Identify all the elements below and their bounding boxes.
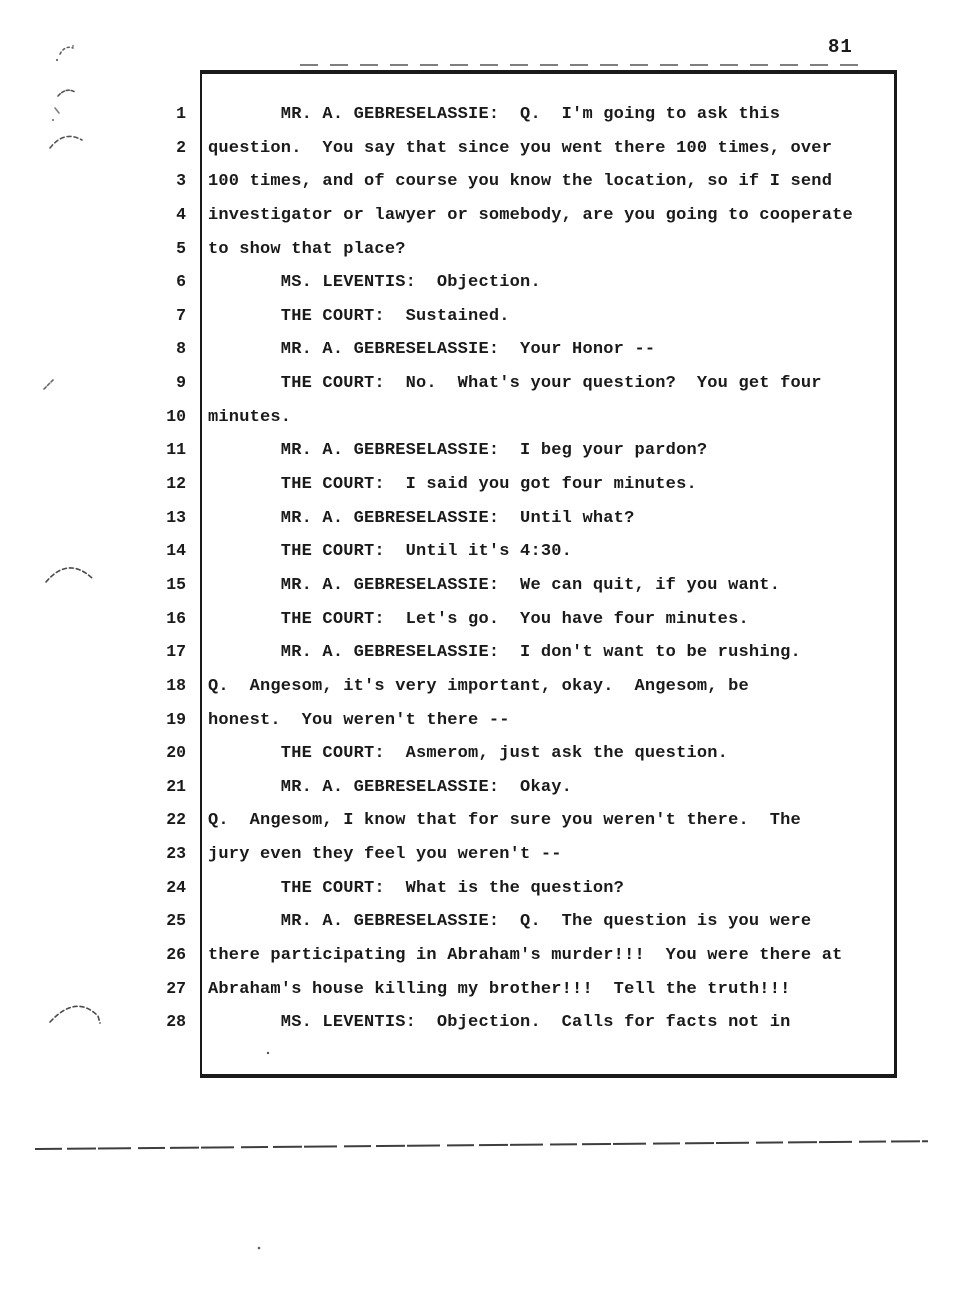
scan-speckle-mark [60, 47, 73, 54]
transcript-line [158, 837, 918, 871]
line-number: 7 [176, 305, 186, 325]
line-number: 15 [166, 574, 186, 594]
transcript-line [158, 1005, 918, 1039]
scan-speckle-dot [52, 119, 54, 121]
line-number: 11 [166, 440, 186, 460]
line-number: 5 [176, 238, 186, 258]
line-text: THE COURT: Let's go. You have four minutes. [208, 609, 749, 629]
line-text: minutes. [208, 407, 292, 427]
line-text: there participating in Abraham's murder!!! You were there at [208, 946, 843, 966]
line-number: 9 [176, 373, 186, 393]
transcript-line [158, 938, 918, 972]
transcript-line [158, 131, 918, 165]
scan-speckle-mark [55, 108, 59, 113]
transcript-line [158, 400, 918, 434]
line-text: MR. A. GEBRESELASSIE: I don't want to be rushing. [208, 643, 801, 663]
scan-speckle-dot [72, 45, 74, 47]
scan-slash-artifact [44, 380, 53, 389]
transcript-line [158, 467, 918, 501]
line-text: Q. Angesom, I know that for sure you weren't there. The [208, 811, 801, 831]
line-number: 10 [166, 406, 186, 426]
transcript-line [158, 703, 918, 737]
line-number: 13 [166, 507, 186, 527]
line-number: 18 [166, 675, 186, 695]
line-number: 17 [166, 642, 186, 662]
line-number: 12 [166, 474, 186, 494]
line-number: 23 [166, 844, 186, 864]
scan-curl-artifact [50, 136, 82, 148]
line-text: MS. LEVENTIS: Objection. [208, 273, 541, 293]
line-number: 27 [166, 978, 186, 998]
transcript-line [158, 669, 918, 703]
scan-speckle-dot [56, 59, 58, 61]
transcript-line [158, 736, 918, 770]
transcript-line [158, 501, 918, 535]
line-text: honest. You weren't there -- [208, 710, 510, 730]
line-text: investigator or lawyer or somebody, are you going to cooperate [208, 205, 853, 225]
transcript-line [158, 198, 918, 232]
scan-arc-artifact [46, 568, 92, 582]
line-text: THE COURT: Until it's 4:30. [208, 542, 573, 562]
transcript-line [158, 299, 918, 333]
line-number: 28 [166, 1012, 186, 1032]
line-text: MR. A. GEBRESELASSIE: Your Honor -- [208, 340, 656, 360]
line-number: 22 [166, 810, 186, 830]
line-number: 25 [166, 911, 186, 931]
line-text: THE COURT: I said you got four minutes. [208, 475, 697, 495]
line-text: MR. A. GEBRESELASSIE: Q. The question is you were [208, 912, 812, 932]
line-text: 100 times, and of course you know the location, so if I send [208, 172, 833, 192]
transcript-line [158, 635, 918, 669]
line-text: MR. A. GEBRESELASSIE: We can quit, if you want. [208, 575, 781, 595]
transcript-line [158, 871, 918, 905]
line-text: THE COURT: What is the question? [208, 878, 625, 898]
line-text: THE COURT: Sustained. [208, 306, 510, 326]
line-text: Q. Angesom, it's very important, okay. Angesom, be [208, 676, 749, 696]
line-number: 14 [166, 541, 186, 561]
line-number: 1 [176, 104, 186, 123]
line-number: 6 [176, 272, 186, 292]
line-number: 24 [166, 877, 186, 897]
transcript-line [158, 164, 918, 198]
scan-border-echo [300, 64, 860, 66]
line-text: THE COURT: Asmerom, just ask the question. [208, 744, 729, 764]
line-number: 3 [176, 171, 186, 191]
line-text: MR. A. GEBRESELASSIE: Q. I'm going to ask this [208, 105, 781, 124]
scan-speckle-mark [58, 90, 75, 96]
line-number: 2 [176, 137, 186, 157]
line-text: question. You say that since you went there 100 times, over [208, 138, 833, 158]
line-number: 8 [176, 339, 186, 359]
line-number: 4 [176, 204, 186, 224]
line-text: MR. A. GEBRESELASSIE: I beg your pardon? [208, 441, 708, 461]
transcript-line [158, 770, 918, 804]
transcript-line [158, 232, 918, 266]
line-text: MR. A. GEBRESELASSIE: Okay. [208, 777, 573, 797]
line-text: THE COURT: No. What's your question? You get four [208, 374, 822, 394]
line-text: jury even they feel you weren't -- [208, 845, 562, 865]
transcript-line [158, 602, 918, 636]
transcript-line [158, 433, 918, 467]
transcript-line [158, 904, 918, 938]
line-text: Abraham's house killing my brother!!! Tell the truth!!! [208, 979, 791, 999]
line-number: 26 [166, 945, 186, 965]
line-number: 20 [166, 743, 186, 763]
transcript-body [158, 97, 918, 1039]
page-number: 81 [828, 36, 853, 58]
transcript-line [158, 568, 918, 602]
transcript-line [158, 97, 918, 131]
transcript-line [158, 972, 918, 1006]
transcript-line [158, 534, 918, 568]
line-text: MR. A. GEBRESELASSIE: Until what? [208, 508, 635, 528]
transcript-line [158, 366, 918, 400]
scan-speckle-dot [258, 1247, 261, 1250]
line-text: to show that place? [208, 239, 406, 259]
transcript-line [158, 265, 918, 299]
line-number: 19 [166, 709, 186, 729]
scan-arc-artifact [50, 1006, 100, 1023]
line-number: 21 [166, 776, 186, 796]
transcript-line [158, 332, 918, 366]
line-number: 16 [166, 608, 186, 628]
separator-dashed-line [35, 1140, 928, 1150]
line-text: MS. LEVENTIS: Objection. Calls for facts not in [208, 1013, 791, 1033]
transcript-line [158, 803, 918, 837]
